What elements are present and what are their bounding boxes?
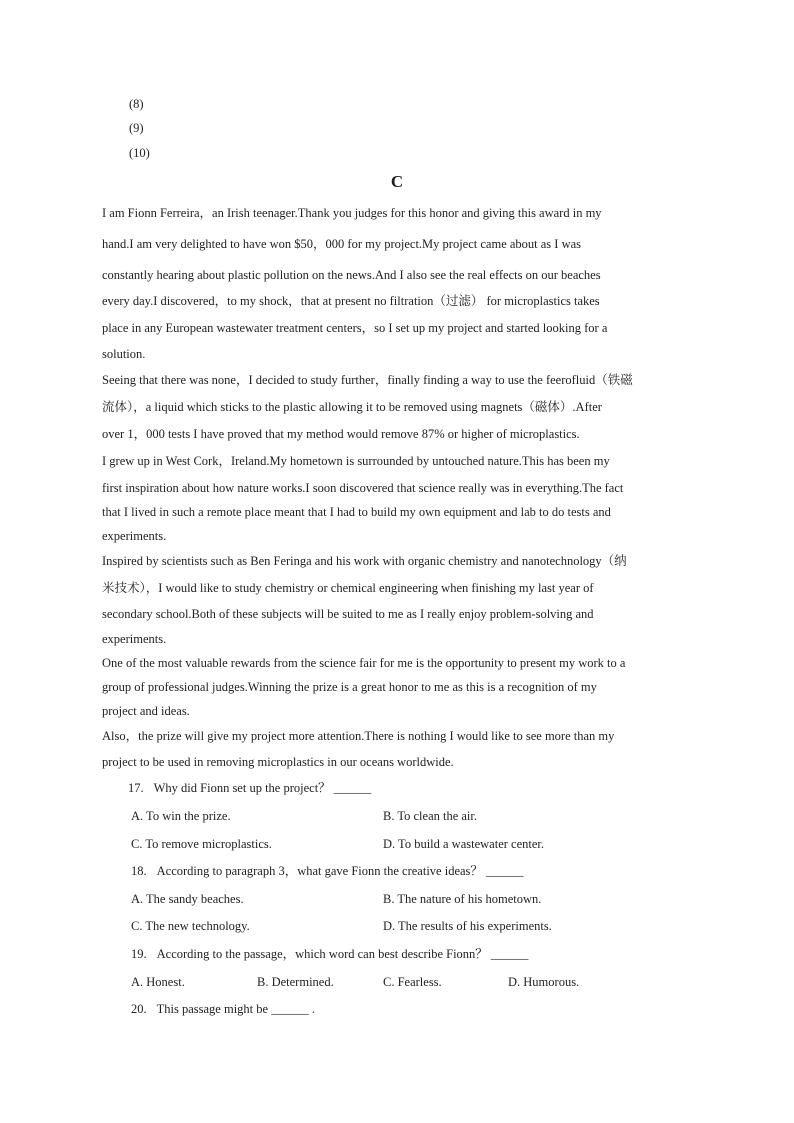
option-c[interactable]: C. The new technology. — [131, 919, 250, 933]
passage-line: experiments. — [102, 529, 167, 543]
passage-line: solution. — [102, 347, 146, 361]
passage-line: every day.I discovered，to my shock，that at present no filtration（过滤） for microplastics takes — [102, 294, 600, 308]
option-b[interactable]: B. To clean the air. — [383, 809, 478, 823]
passage-line: hand.I am very delighted to have won $50，000 for my project.My project came about as I was — [102, 237, 582, 251]
option-d[interactable]: D. To build a wastewater center. — [383, 837, 544, 851]
question-text: Why did Fionn set up the project？ ______ — [153, 781, 372, 795]
question-text: According to the passage，which word can best describe Fionn？ ______ — [156, 947, 529, 961]
passage-line: first inspiration about how nature works.I soon discovered that science really was in everything.The fact — [102, 481, 624, 495]
question-18 — [131, 863, 524, 879]
option-a[interactable]: A. To win the prize. — [131, 809, 231, 823]
passage-line: Inspired by scientists such as Ben Feringa and his work with organic chemistry and nanotechnology（纳 — [102, 554, 627, 568]
question-20 — [131, 1001, 315, 1017]
passage-line: I am Fionn Ferreira，an Irish teenager.Thank you judges for this honor and giving this award in my — [102, 206, 602, 220]
passage-line: Seeing that there was none，I decided to study further，finally finding a way to use the feerofluid（铁磁 — [102, 373, 633, 387]
question-number: 17. — [128, 781, 144, 795]
option-d[interactable]: D. The results of his experiments. — [383, 919, 552, 933]
question-number: 18. — [131, 864, 147, 878]
passage-line: project to be used in removing microplastics in our oceans worldwide. — [102, 755, 454, 769]
question-number: 20. — [131, 1002, 147, 1016]
blank-number-8: (8) — [129, 97, 144, 111]
question-19 — [131, 946, 528, 962]
passage-line: project and ideas. — [102, 704, 190, 718]
passage-line: 米技术），I would like to study chemistry or chemical engineering when finishing my last year of — [102, 581, 594, 595]
option-b[interactable]: B. The nature of his hometown. — [383, 892, 542, 906]
passage-line: group of professional judges.Winning the prize is a great honor to me as this is a recognition of my — [102, 680, 597, 694]
question-number: 19. — [131, 947, 147, 961]
blank-number-10: (10) — [129, 146, 150, 160]
passage-line: 流体），a liquid which sticks to the plastic allowing it to be removed using magnets（磁体）.After — [102, 400, 602, 414]
option-a[interactable]: A. Honest. — [131, 975, 185, 989]
passage-line: I grew up in West Cork，Ireland.My hometown is surrounded by untouched nature.This has been my — [102, 454, 610, 468]
passage-line: Also，the prize will give my project more attention.There is nothing I would like to see more than my — [102, 729, 615, 743]
passage-line: secondary school.Both of these subjects will be suited to me as I really enjoy problem-solving and — [102, 607, 594, 621]
section-title: C — [390, 172, 404, 191]
option-c[interactable]: C. To remove microplastics. — [131, 837, 272, 851]
blank-number-9: (9) — [129, 121, 144, 135]
option-c[interactable]: C. Fearless. — [383, 975, 442, 989]
option-a[interactable]: A. The sandy beaches. — [131, 892, 244, 906]
passage-line: place in any European wastewater treatment centers，so I set up my project and started looking for a — [102, 321, 608, 335]
passage-line: over 1，000 tests I have proved that my method would remove 87% or higher of microplastics. — [102, 427, 580, 441]
passage-line: constantly hearing about plastic pollution on the news.And I also see the real effects on our beaches — [102, 268, 601, 282]
option-b[interactable]: B. Determined. — [257, 975, 334, 989]
passage-line: One of the most valuable rewards from the science fair for me is the opportunity to present my work to a — [102, 656, 626, 670]
passage-line: experiments. — [102, 632, 167, 646]
passage-line: that I lived in such a remote place meant that I had to build my own equipment and lab to do tests and — [102, 505, 611, 519]
question-17 — [128, 780, 371, 796]
question-text: According to paragraph 3，what gave Fionn the creative ideas？ ______ — [156, 864, 524, 878]
question-text: This passage might be ______ . — [156, 1002, 315, 1016]
option-d[interactable]: D. Humorous. — [508, 975, 580, 989]
